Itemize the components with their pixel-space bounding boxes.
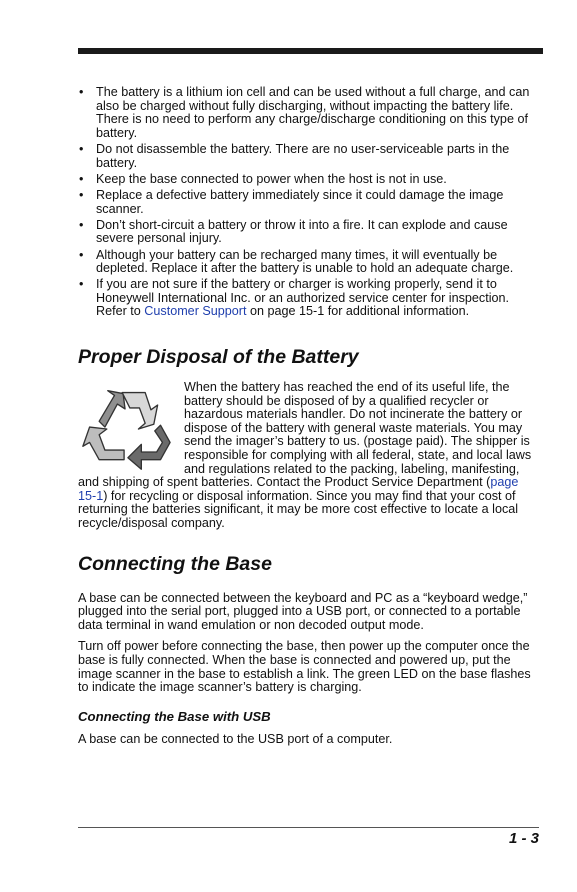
connecting-paragraph-2: Turn off power before connecting the base, then power up the computer once the base is fully connected. When the base is connected and powered up, put the image scanner in the base to establish a link. The green LED on the base flashes to indicate the image scanner’s battery is charging. <box>78 639 531 695</box>
list-item: • If you are not sure if the battery or charger is working properly, send it to Honeywell International Inc. or an authorized service center for inspection. Refer to Customer Support on page 15-1 for additional information. <box>79 277 510 319</box>
bullet-marker: • <box>79 187 84 202</box>
list-item: • Although your battery can be recharged many times, it will eventually be depleted. Replace it after the battery is unable to hold an adequate charge. <box>79 247 514 276</box>
connecting-paragraph-1: A base can be connected between the keyboard and PC as a “keyboard wedge,” plugged into the serial port, plugged into a USB port, or connected to a portable data terminal in wand emulation or non decoded output mode. <box>78 590 528 632</box>
disposal-section <box>78 381 539 531</box>
usb-paragraph: A base can be connected to the USB port of a computer. <box>78 731 393 746</box>
bullet-marker: • <box>79 247 84 262</box>
list-item: • The battery is a lithium ion cell and can be used without a full charge, and can also be charged without fully discharging, without impacting the battery life. There is no need to perform any charge/discharge conditioning on this type of battery. <box>79 85 530 140</box>
header-rule <box>78 48 543 54</box>
connecting-heading: Connecting the Base <box>78 552 272 575</box>
page-content <box>78 86 539 746</box>
bullet-marker: • <box>79 85 84 99</box>
list-item: • Replace a defective battery immediately since it could damage the image scanner. <box>79 187 504 216</box>
disposal-paragraph: When the battery has reached the end of its useful life, the battery should be disposed of by a qualified recycler or hazardous materials handler. Do not incinerate the battery or dispose of the battery with general waste materials. You may send the imager’s battery to us. (postage paid). The shipper is responsible for complying with all federal, state, and local laws and regulations related to the packing, labeling, manifesting, and shipping of spent batteries. Contact the Product Service Department (page 15-1) for recycling or disposal information. Since you may find that your cost of returning the batteries significant, it may be more cost effective to locate a local recycle/disposal company. <box>78 380 532 530</box>
recycle-icon <box>78 383 174 475</box>
usb-subheading: Connecting the Base with USB <box>78 708 271 724</box>
list-item: • Do not disassemble the battery. There are no user-serviceable parts in the battery. <box>79 141 510 170</box>
bullet-marker: • <box>79 217 84 232</box>
bullet-marker: • <box>79 277 84 292</box>
page-number: 1 - 3 <box>508 830 539 847</box>
page-15-1-link[interactable]: page 15-1 <box>78 475 519 503</box>
battery-precautions-list <box>78 86 539 319</box>
list-item: • Keep the base connected to power when the host is not in use. <box>79 171 447 186</box>
list-item: • Don’t short-circuit a battery or throw it into a fire. It can explode and cause severe personal injury. <box>79 217 508 246</box>
footer-rule <box>78 827 539 828</box>
bullet-marker: • <box>79 171 84 186</box>
bullet-marker: • <box>79 141 84 156</box>
disposal-heading: Proper Disposal of the Battery <box>78 346 359 369</box>
customer-support-link[interactable]: Customer Support <box>144 304 247 319</box>
